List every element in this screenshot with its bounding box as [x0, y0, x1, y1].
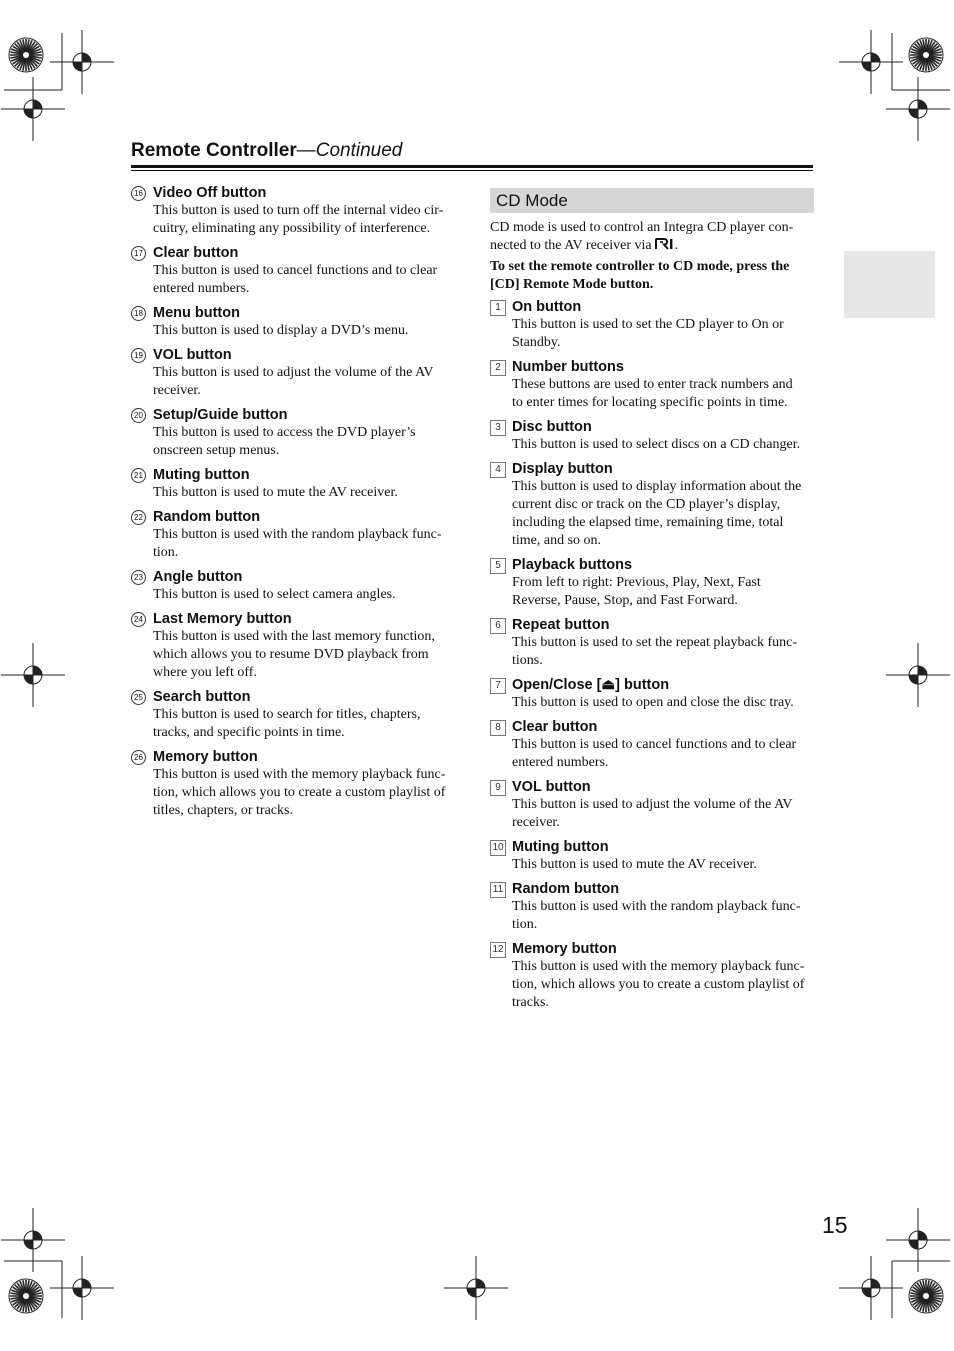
- button-description-item: [131, 406, 461, 460]
- item-title: VOL button: [153, 347, 232, 363]
- button-description-item: [490, 358, 814, 412]
- item-description: This button is used to adjust the volume of the AV receiver.: [153, 365, 434, 398]
- item-number-marker: 17: [131, 246, 146, 261]
- item-description: This button is used to select discs on a CD changer.: [512, 437, 801, 452]
- item-number-marker: 8: [490, 720, 506, 736]
- cd-mode-intro-text: CD mode is used to control an Integra CD player con- nected to the AV receiver via: [490, 220, 794, 253]
- button-description-item: [131, 568, 461, 604]
- button-description-item: [131, 244, 461, 298]
- item-title: Memory button: [153, 749, 258, 765]
- button-description-item: [131, 508, 461, 562]
- item-number-marker: 19: [131, 348, 146, 363]
- button-description-item: [131, 346, 461, 400]
- item-description: This button is used with the memory playback func- tion, which allows you to create a custom playlist of tracks.: [512, 959, 805, 1010]
- item-description: This button is used with the random playback func- tion.: [153, 527, 442, 560]
- button-description-item: [131, 304, 461, 340]
- button-description-item: [131, 688, 461, 742]
- item-number-marker: 25: [131, 690, 146, 705]
- item-number-marker: 22: [131, 510, 146, 525]
- item-description: This button is used to mute the AV receiver.: [512, 857, 757, 872]
- item-number-marker: 23: [131, 570, 146, 585]
- item-description: This button is used to set the repeat playback func- tions.: [512, 635, 797, 668]
- item-description: These buttons are used to enter track numbers and to enter times for locating specific points in time.: [512, 377, 793, 410]
- cd-mode-instruction: To set the remote controller to CD mode, press the [CD] Remote Mode button.: [490, 259, 790, 292]
- item-title: Last Memory button: [153, 611, 292, 627]
- item-title: Muting button: [153, 467, 250, 483]
- item-description: This button is used with the random playback func- tion.: [512, 899, 801, 932]
- item-description: This button is used to display information about the current disc or track on the CD player’s display, including the elapsed time, remaining time, total time, and so on.: [512, 479, 802, 548]
- button-description-item: [490, 460, 814, 550]
- item-title: Random button: [153, 509, 261, 525]
- button-description-item: [131, 610, 461, 682]
- item-number-marker: 1: [490, 300, 506, 316]
- button-description-item: [490, 718, 814, 772]
- button-description-item: [490, 880, 814, 934]
- ri-logo-icon: [655, 238, 675, 250]
- header-rule-thin: [131, 170, 813, 171]
- item-number-marker: 21: [131, 468, 146, 483]
- button-description-item: [131, 748, 461, 820]
- item-title: Open/Close [⏏] button: [512, 677, 670, 693]
- item-number-marker: 12: [490, 942, 506, 958]
- item-description: This button is used to set the CD player to On or Standby.: [512, 317, 784, 350]
- cd-mode-heading: CD Mode: [490, 188, 814, 213]
- item-number-marker: 7: [490, 678, 506, 694]
- item-title: Search button: [153, 689, 251, 705]
- item-title: Playback buttons: [512, 557, 633, 573]
- item-number-marker: 9: [490, 780, 506, 796]
- item-description: From left to right: Previous, Play, Next, Fast Reverse, Pause, Stop, and Fast Forward.: [512, 575, 761, 608]
- item-description: This button is used to mute the AV receiver.: [153, 485, 398, 500]
- item-description: This button is used to access the DVD player’s onscreen setup menus.: [153, 425, 416, 458]
- item-number-marker: 3: [490, 420, 506, 436]
- item-number-marker: 6: [490, 618, 506, 634]
- item-title: Menu button: [153, 305, 240, 321]
- item-title: Random button: [512, 881, 620, 897]
- button-description-item: [490, 556, 814, 610]
- item-description: This button is used to turn off the internal video cir- cuitry, eliminating any possibility of interference.: [153, 203, 444, 236]
- item-number-marker: 11: [490, 882, 506, 898]
- page-header: [131, 138, 813, 164]
- right-column: [490, 188, 814, 1018]
- item-number-marker: 16: [131, 186, 146, 201]
- item-title: Number buttons: [512, 359, 624, 375]
- button-description-item: [490, 418, 814, 454]
- button-description-item: [131, 466, 461, 502]
- item-number-marker: 4: [490, 462, 506, 478]
- item-number-marker: 18: [131, 306, 146, 321]
- item-description: This button is used to cancel functions and to clear entered numbers.: [512, 737, 797, 770]
- header-subtitle: —Continued: [296, 140, 403, 161]
- item-title: Repeat button: [512, 617, 610, 633]
- item-title: Display button: [512, 461, 613, 477]
- item-title: Muting button: [512, 839, 609, 855]
- header-rule: [131, 165, 813, 168]
- page-number: 15: [822, 1212, 848, 1238]
- item-title: Memory button: [512, 941, 617, 957]
- left-column: [131, 184, 461, 826]
- item-number-marker: 10: [490, 840, 506, 856]
- button-description-item: [490, 838, 814, 874]
- item-description: This button is used to display a DVD’s menu.: [153, 323, 409, 338]
- item-title: Clear button: [153, 245, 239, 261]
- item-title: Disc button: [512, 419, 592, 435]
- item-title: Clear button: [512, 719, 598, 735]
- button-description-item: [490, 940, 814, 1012]
- item-description: This button is used to cancel functions and to clear entered numbers.: [153, 263, 438, 296]
- item-title: Setup/Guide button: [153, 407, 288, 423]
- item-description: This button is used to search for titles, chapters, tracks, and specific points in time.: [153, 707, 421, 740]
- button-description-item: [490, 778, 814, 832]
- item-number-marker: 26: [131, 750, 146, 765]
- item-title: VOL button: [512, 779, 591, 795]
- item-title: On button: [512, 299, 582, 315]
- button-description-item: [490, 616, 814, 670]
- item-description: This button is used to select camera angles.: [153, 587, 396, 602]
- cd-mode-items: [490, 298, 814, 1012]
- item-number-marker: 20: [131, 408, 146, 423]
- button-description-item: [490, 676, 814, 712]
- item-number-marker: 24: [131, 612, 146, 627]
- item-title: Angle button: [153, 569, 243, 585]
- cd-mode-intro: [490, 219, 814, 255]
- cd-mode-intro-end: .: [674, 238, 679, 253]
- item-description: This button is used with the memory playback func- tion, which allows you to create a custom playlist of titles, chapters, or tracks.: [153, 767, 446, 818]
- item-number-marker: 5: [490, 558, 506, 574]
- item-description: This button is used with the last memory function, which allows you to resume DVD playback from where you left off.: [153, 629, 435, 680]
- item-title: Video Off button: [153, 185, 267, 201]
- item-description: This button is used to open and close the disc tray.: [512, 695, 794, 710]
- item-description: This button is used to adjust the volume of the AV receiver.: [512, 797, 793, 830]
- side-tab: [844, 251, 935, 318]
- header-title: Remote Controller: [131, 140, 297, 161]
- button-description-item: [131, 184, 461, 238]
- button-description-item: [490, 298, 814, 352]
- item-number-marker: 2: [490, 360, 506, 376]
